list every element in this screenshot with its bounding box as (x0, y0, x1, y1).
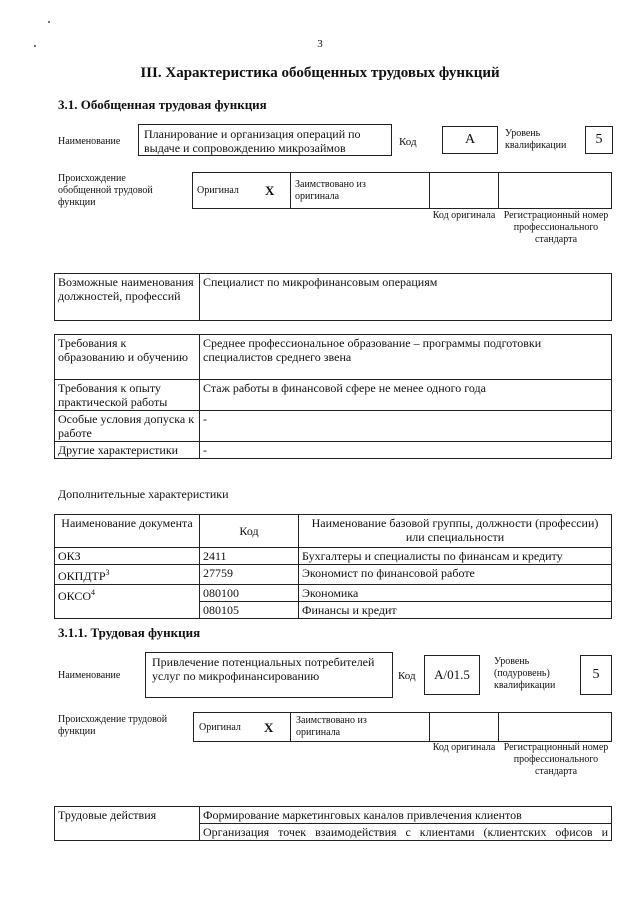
additional-table (54, 514, 612, 619)
gtf-code-value: А (464, 132, 476, 147)
tf-code-label: Код (398, 670, 416, 682)
gtf-reg-caption: Регистрационный номер профессионального стандарта (503, 210, 609, 245)
req-label: Особые условия допуска к работе (55, 411, 200, 442)
req-value: Среднее профессиональное образование – программы подготовки специалистов среднего звена (200, 335, 612, 380)
tf-borrowed-cell (290, 712, 430, 742)
tf-original-label: Оригинал (199, 722, 241, 733)
gtf-borrowed-label: Заимствовано из оригинала (295, 179, 366, 202)
section-title: III. Характеристика обобщенных трудовых функций (140, 65, 500, 81)
gtf-code-label: Код (399, 136, 417, 148)
tf-code-orig-caption: Код оригинала (432, 742, 496, 753)
header-cell: Код (200, 515, 299, 548)
tf-reg-caption: Регистрационный номер профессионального стандарта (503, 742, 609, 777)
additional-title: Дополнительные характеристики (58, 487, 229, 501)
gtf-level-label: Уровень квалификации (505, 128, 567, 151)
name-cell: Экономика (299, 585, 612, 602)
subsection-title: 3.1. Обобщенная трудовая функция (58, 97, 267, 112)
positions-value: Специалист по микрофинансовым операциям (200, 274, 612, 321)
tf-code-orig-cell (429, 712, 499, 742)
table-row (55, 585, 612, 602)
positions-label: Возможные наименования должностей, профессий (55, 274, 200, 321)
name-cell: Финансы и кредит (299, 602, 612, 619)
table-header-row (55, 515, 612, 548)
table-row (55, 411, 612, 442)
tf-name-label: Наименование (58, 670, 121, 681)
tf-code-box (424, 655, 480, 695)
code-cell: 27759 (200, 565, 299, 585)
req-value: Стаж работы в финансовой сфере не менее одного года (200, 380, 612, 411)
tf-level-box (580, 655, 612, 695)
gtf-code-orig-caption: Код оригинала (432, 210, 496, 221)
code-cell: 080105 (200, 602, 299, 619)
gtf-level-value: 5 (595, 132, 603, 147)
gtf-original-mark: X (265, 183, 275, 198)
table-row (55, 807, 612, 824)
tf-title: 3.1.1. Трудовая функция (58, 625, 201, 640)
tf-borrowed-label: Заимствовано из оригинала (296, 715, 367, 738)
gtf-level-box (585, 126, 613, 154)
doc-name: ОКЗ (58, 549, 81, 563)
scan-speck (48, 21, 50, 23)
tf-reg-cell (498, 712, 612, 742)
gtf-original-label: Оригинал (197, 185, 239, 196)
table-row (55, 274, 612, 321)
doc-cell (55, 565, 200, 585)
req-label: Требования к образованию и обучению (55, 335, 200, 380)
gtf-code-orig-cell (429, 172, 499, 209)
header-cell: Наименование базовой группы, должности (профессии) или специальности (299, 515, 612, 548)
doc-cell (55, 548, 200, 565)
actions-label: Трудовые действия (55, 807, 200, 841)
doc-name: ОКСО (58, 589, 92, 603)
gtf-name-box (138, 124, 392, 156)
gtf-original-cell (192, 172, 291, 209)
action-item: Формирование маркетинговых каналов привлечения клиентов (200, 807, 612, 824)
doc-cell (55, 585, 200, 619)
gtf-name-label: Наименование (58, 136, 121, 147)
req-value: - (200, 442, 612, 459)
table-row (55, 442, 612, 459)
table-row (55, 335, 612, 380)
gtf-reg-cell (498, 172, 612, 209)
req-label: Другие характеристики (55, 442, 200, 459)
tf-level-value: 5 (592, 667, 600, 682)
req-value: - (200, 411, 612, 442)
gtf-code-box (442, 126, 498, 154)
table-row (55, 380, 612, 411)
action-item: Организация точек взаимодействия с клиентами (клиентских офисов и (200, 824, 612, 841)
tf-original-mark: X (264, 720, 274, 735)
name-cell: Бухгалтеры и специалисты по финансам и кредиту (299, 548, 612, 565)
header-cell: Наименование документа (55, 515, 200, 548)
tf-code-value: А/01.5 (434, 667, 470, 682)
gtf-borrowed-cell (290, 172, 430, 209)
tf-name-box (145, 652, 393, 698)
positions-table (54, 273, 612, 321)
tf-name-value: Привлечение потенциальных потребителей услуг по микрофинансированию (152, 655, 375, 683)
name-cell: Экономист по финансовой работе (299, 565, 612, 585)
scan-speck (34, 45, 36, 47)
tf-original-cell (193, 712, 291, 742)
gtf-name-value: Планирование и организация операций по выдаче и сопровождению микрозаймов (144, 127, 361, 155)
gtf-origin-label: Происхождение обобщенной трудовой функции (58, 173, 153, 208)
tf-level-label: Уровень (подуровень) квалификации (494, 656, 556, 691)
table-row (55, 565, 612, 585)
footnote-ref: 3 (105, 568, 110, 577)
code-cell: 2411 (200, 548, 299, 565)
page-number: 3 (317, 38, 323, 50)
footnote-ref: 4 (91, 588, 96, 597)
table-row (55, 548, 612, 565)
code-cell: 080100 (200, 585, 299, 602)
req-label: Требования к опыту практической работы (55, 380, 200, 411)
requirements-table (54, 334, 612, 459)
tf-origin-label: Происхождение трудовой функции (58, 714, 168, 737)
doc-name: ОКПДТР (58, 569, 106, 583)
actions-table (54, 806, 612, 841)
